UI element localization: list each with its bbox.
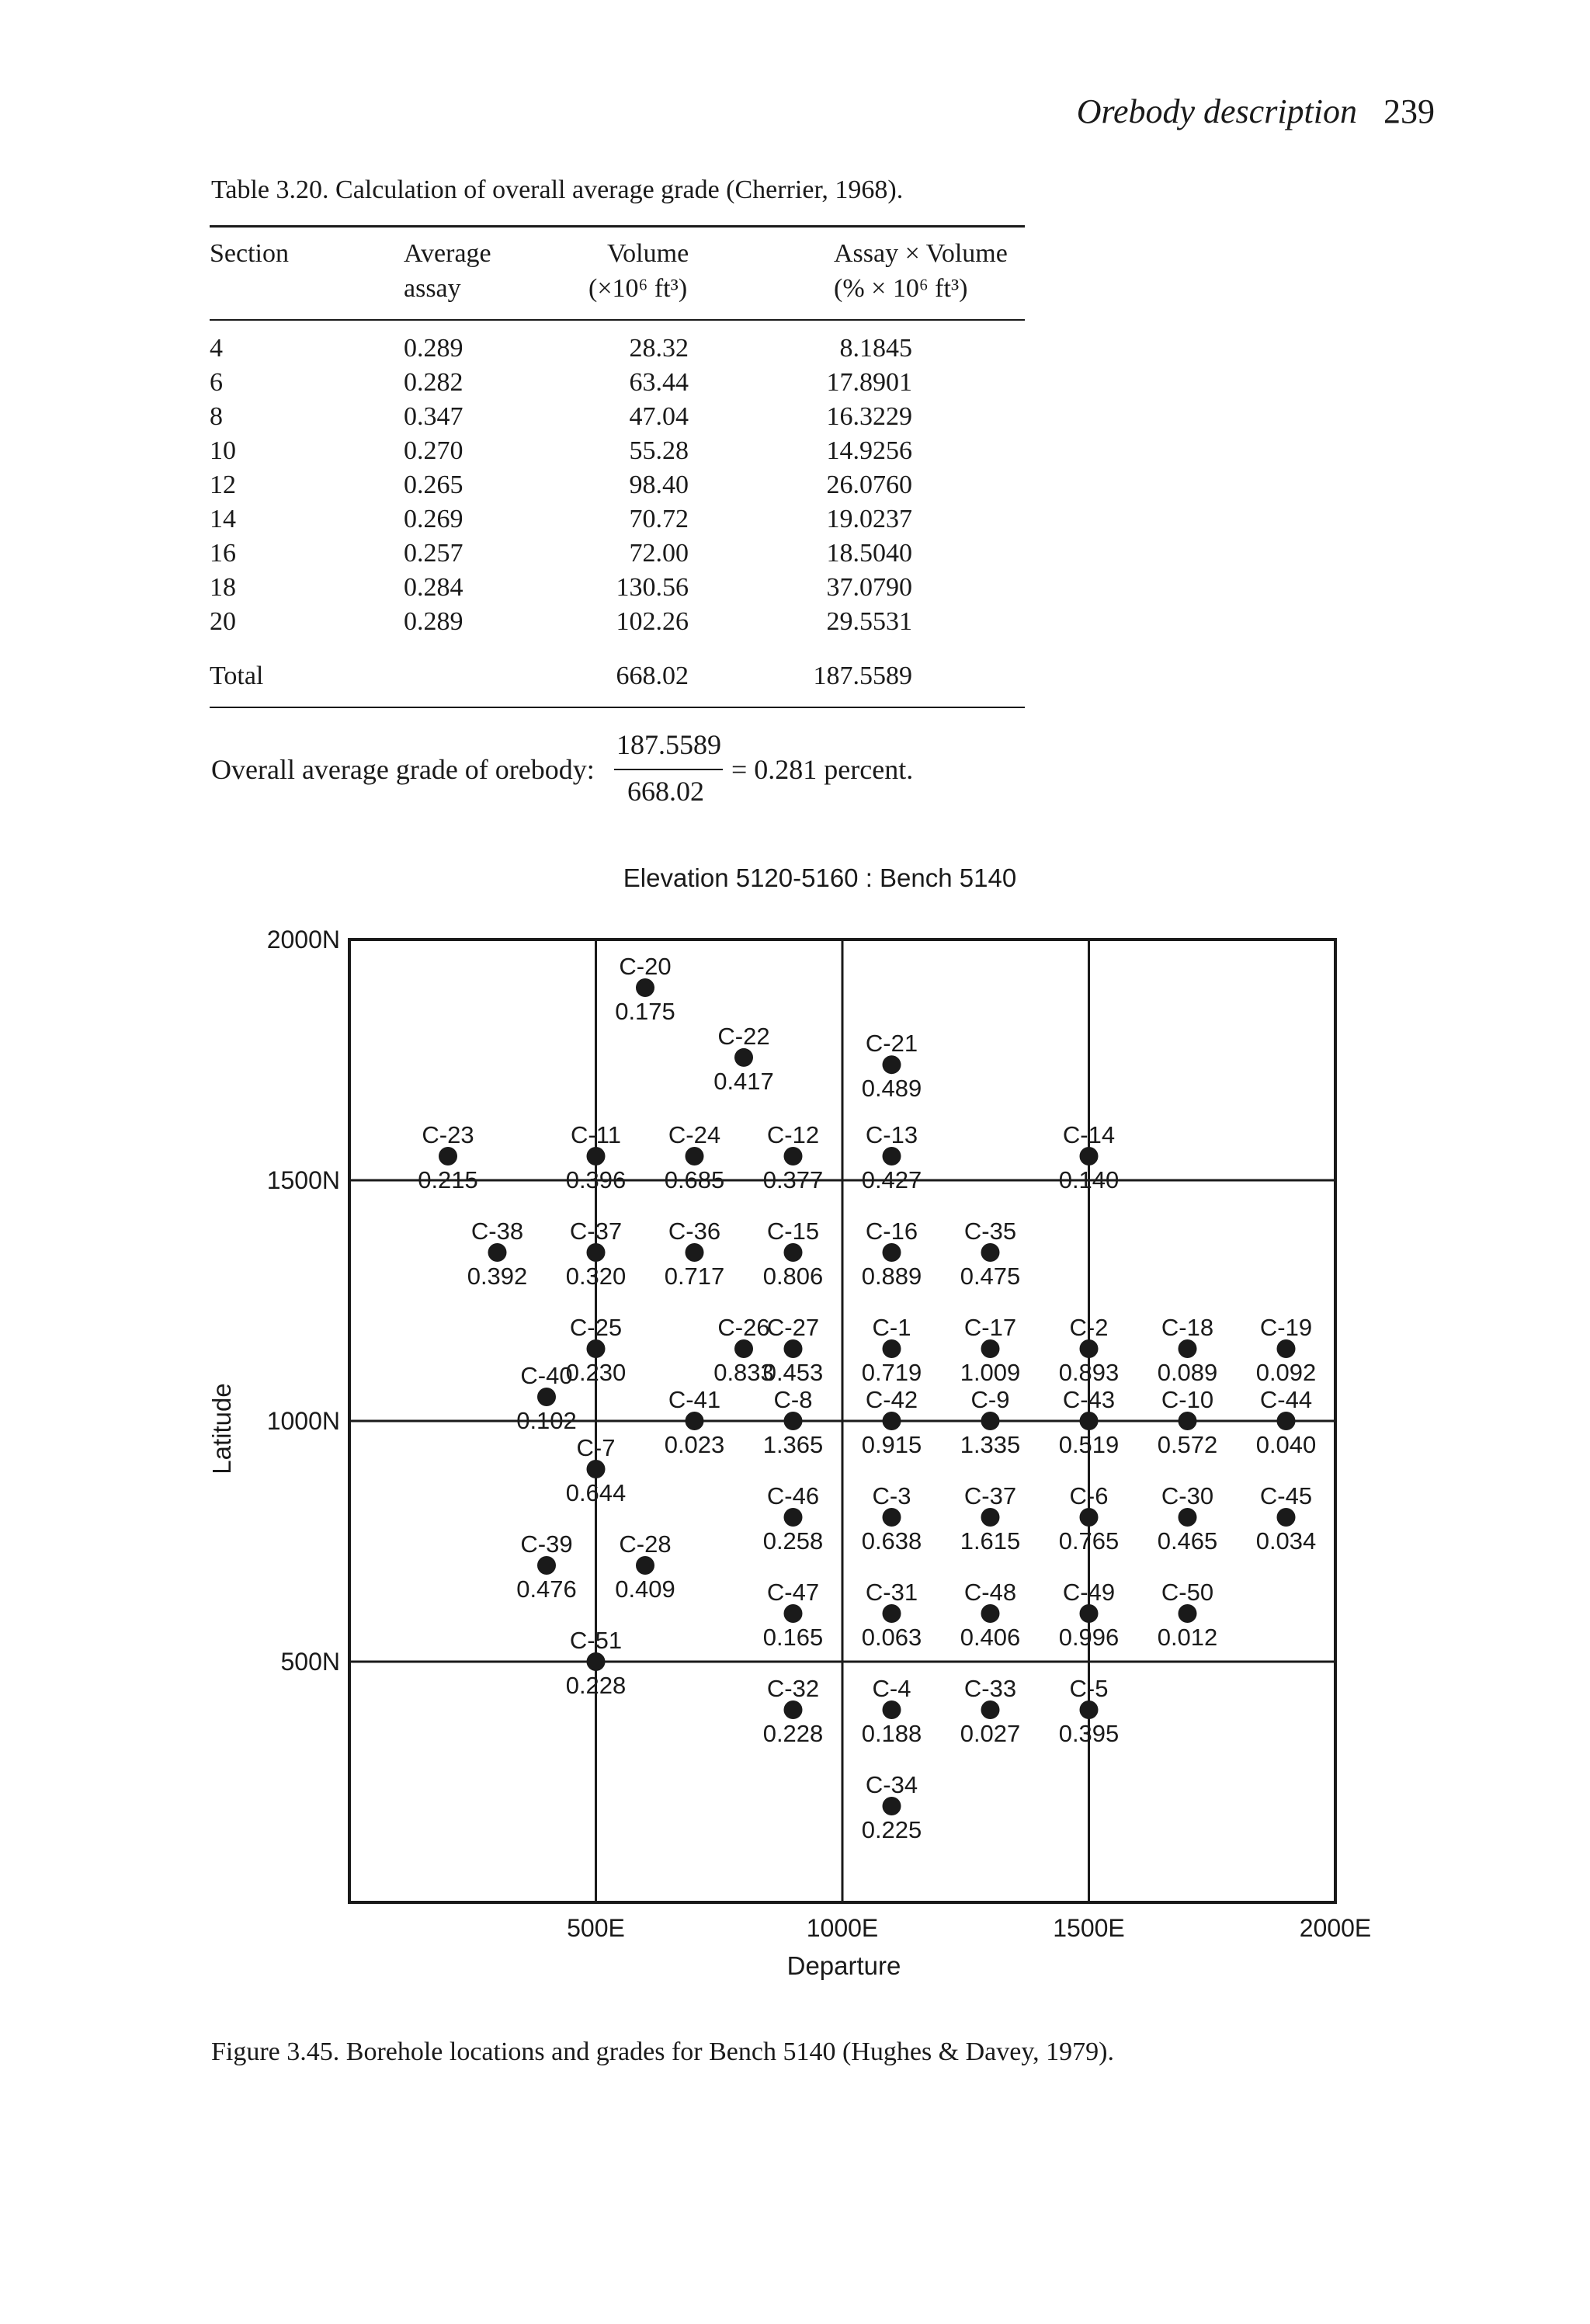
borehole-grade-label: 0.165 (762, 1624, 824, 1651)
borehole-grade-label: 0.012 (1157, 1624, 1218, 1651)
table-cell-section: 6 (210, 368, 223, 397)
borehole-grade-label: 0.893 (1058, 1359, 1120, 1386)
formula-denominator: 668.02 (627, 776, 704, 807)
borehole-grade-label: 0.889 (861, 1263, 922, 1290)
borehole-id-label: C-1 (872, 1314, 911, 1341)
borehole-marker (981, 1508, 1000, 1527)
header-assay-volume-line1: Assay × Volume (834, 239, 1008, 268)
plot-area (267, 926, 1372, 1942)
borehole-id-label: C-47 (766, 1579, 820, 1606)
table-cell-assay-volume: 8.1845 (839, 334, 912, 363)
table-top-rule (210, 225, 1025, 228)
table-cell-assay-volume: 29.5531 (826, 607, 912, 636)
borehole-grade-label: 0.175 (615, 998, 675, 1025)
table-bottom-rule (210, 707, 1025, 708)
borehole-marker (784, 1604, 803, 1623)
header-assay-volume-line2: (% × 10⁶ ft³) (834, 274, 968, 303)
borehole-grade-label: 0.225 (861, 1816, 922, 1843)
borehole-grade-label: 0.427 (861, 1166, 922, 1193)
borehole-marker (784, 1339, 803, 1358)
table-cell-section: 10 (210, 436, 236, 465)
borehole-marker (1179, 1508, 1197, 1527)
borehole-id-label: C-32 (766, 1675, 820, 1702)
borehole-grade-label: 0.489 (861, 1075, 922, 1103)
borehole-marker (1080, 1147, 1099, 1165)
borehole-grade-label: 0.417 (713, 1067, 774, 1095)
table-cell-assay: 0.257 (404, 539, 463, 568)
borehole-marker (981, 1243, 1000, 1262)
borehole-id-label: C-49 (1062, 1579, 1116, 1606)
borehole-marker (686, 1243, 704, 1262)
borehole-grade-label: 0.465 (1157, 1527, 1218, 1555)
borehole-grade-label: 0.519 (1058, 1431, 1120, 1458)
table-cell-volume: 55.28 (629, 436, 689, 465)
borehole-marker (1179, 1604, 1197, 1623)
table-cell-volume: 130.56 (616, 573, 689, 602)
borehole-id-label: C-40 (520, 1362, 573, 1389)
table-cell-assay: 0.269 (404, 505, 463, 533)
borehole-grade-label: 0.915 (861, 1431, 922, 1458)
borehole-id-label: C-34 (865, 1771, 918, 1798)
borehole-grade-label: 0.572 (1157, 1431, 1218, 1458)
borehole-grade-label: 0.023 (664, 1431, 725, 1458)
borehole-marker (883, 1508, 901, 1527)
borehole-id-label: C-30 (1161, 1482, 1214, 1509)
table-total-label: Total (210, 662, 264, 690)
borehole-grade-label: 0.228 (762, 1720, 824, 1747)
borehole-id-label: C-6 (1069, 1482, 1109, 1509)
borehole-id-label: C-35 (963, 1218, 1017, 1245)
borehole-id-label: C-3 (872, 1482, 911, 1509)
borehole-marker (784, 1412, 803, 1430)
table-cell-section: 16 (210, 539, 236, 568)
figure-caption: Figure 3.45. Borehole locations and grades for Bench 5140 (Hughes & Davey, 1979). (211, 2037, 1114, 2066)
borehole-id-label: C-25 (569, 1314, 623, 1341)
table-cell-assay-volume: 17.8901 (826, 368, 912, 397)
table-cell-assay: 0.284 (404, 573, 463, 602)
borehole-marker (734, 1048, 753, 1067)
overall-grade-formula (211, 728, 1065, 814)
borehole-marker (883, 1412, 901, 1430)
table-total-assay-volume: 187.5589 (813, 662, 912, 690)
borehole-id-label: C-17 (963, 1314, 1017, 1341)
borehole-marker (636, 1556, 654, 1575)
borehole-id-label: C-31 (865, 1579, 918, 1606)
borehole-id-label: C-33 (963, 1675, 1017, 1702)
borehole-marker (587, 1339, 606, 1358)
borehole-grade-label: 0.215 (418, 1166, 478, 1193)
borehole-marker (883, 1055, 901, 1074)
figure-title: Elevation 5120-5160 : Bench 5140 (623, 863, 1017, 892)
borehole-id-label: C-9 (970, 1386, 1010, 1413)
borehole-id-label: C-12 (766, 1121, 820, 1148)
formula-numerator: 187.5589 (616, 729, 721, 760)
table-cell-volume: 63.44 (629, 368, 689, 397)
y-tick-label: 2000N (266, 926, 340, 954)
borehole-id-label: C-13 (865, 1121, 918, 1148)
borehole-id-label: C-27 (766, 1314, 820, 1341)
borehole-grade-label: 0.089 (1157, 1359, 1218, 1386)
table-cell-section: 12 (210, 471, 236, 499)
borehole-grade-label: 0.320 (565, 1263, 627, 1290)
table-cell-section: 8 (210, 402, 223, 431)
table-total-volume: 668.02 (616, 662, 689, 690)
borehole-grade-label: 0.092 (1255, 1359, 1317, 1386)
table-header-rule (210, 319, 1025, 321)
borehole-id-label: C-19 (1259, 1314, 1313, 1341)
formula-result: = 0.281 percent. (731, 754, 914, 785)
borehole-grade-label: 0.996 (1058, 1624, 1120, 1651)
borehole-marker (981, 1700, 1000, 1719)
table-cell-assay-volume: 16.3229 (826, 402, 912, 431)
borehole-grade-label: 0.034 (1255, 1527, 1317, 1555)
borehole-id-label: C-11 (571, 1121, 621, 1148)
borehole-id-label: C-8 (773, 1386, 813, 1413)
borehole-id-label: C-38 (470, 1218, 524, 1245)
header-section: Section (210, 239, 289, 268)
borehole-grade-label: 0.644 (565, 1479, 627, 1506)
table-cell-section: 14 (210, 505, 236, 533)
borehole-marker (1080, 1508, 1099, 1527)
borehole-id-label: C-37 (569, 1218, 623, 1245)
borehole-grade-label: 0.406 (960, 1624, 1021, 1651)
borehole-id-label: C-43 (1062, 1386, 1116, 1413)
table-cell-volume: 98.40 (629, 471, 689, 499)
borehole-grade-label: 0.453 (762, 1359, 824, 1386)
table-cell-volume: 72.00 (629, 539, 689, 568)
borehole-id-label: C-42 (865, 1386, 918, 1413)
borehole-marker (1080, 1604, 1099, 1623)
borehole-id-label: C-15 (766, 1218, 820, 1245)
borehole-marker (981, 1412, 1000, 1430)
borehole-id-label: C-23 (422, 1121, 474, 1148)
borehole-grade-label: 0.395 (1058, 1720, 1120, 1747)
borehole-id-label: C-20 (619, 953, 672, 980)
fraction-bar (614, 769, 723, 770)
borehole-grade-label: 0.230 (565, 1359, 627, 1386)
borehole-grade-label: 0.102 (516, 1407, 577, 1434)
table-cell-section: 4 (210, 334, 223, 363)
table-cell-section: 18 (210, 573, 236, 602)
borehole-id-label: C-7 (576, 1434, 616, 1461)
header-average-line1: Average (404, 239, 491, 268)
borehole-grade-label: 0.833 (713, 1359, 774, 1386)
x-tick-label: 1500E (1053, 1914, 1125, 1942)
borehole-marker (636, 978, 654, 997)
page-number: 239 (1383, 92, 1435, 130)
borehole-marker (883, 1700, 901, 1719)
borehole-id-label: C-14 (1062, 1121, 1116, 1148)
borehole-marker (1277, 1412, 1296, 1430)
borehole-figure (194, 862, 1405, 2019)
borehole-marker (784, 1508, 803, 1527)
borehole-marker (734, 1339, 753, 1358)
borehole-marker (439, 1147, 457, 1165)
borehole-id-label: C-37 (963, 1482, 1017, 1509)
borehole-marker (784, 1243, 803, 1262)
y-tick-label: 1000N (266, 1407, 340, 1435)
borehole-id-label: C-51 (569, 1627, 623, 1654)
borehole-marker (1179, 1412, 1197, 1430)
borehole-id-label: C-22 (717, 1022, 770, 1050)
borehole-marker (883, 1243, 901, 1262)
borehole-id-label: C-10 (1161, 1386, 1214, 1413)
borehole-grade-label: 0.188 (861, 1720, 922, 1747)
borehole-id-label: C-50 (1161, 1579, 1214, 1606)
borehole-marker (784, 1700, 803, 1719)
borehole-marker (1080, 1700, 1099, 1719)
borehole-grade-label: 0.719 (861, 1359, 922, 1386)
borehole-marker (883, 1604, 901, 1623)
y-axis-label: Latitude (207, 1383, 236, 1475)
table-cell-volume: 70.72 (629, 505, 689, 533)
table-cell-assay: 0.289 (404, 334, 463, 363)
borehole-grade-label: 0.258 (762, 1527, 824, 1555)
table-cell-assay-volume: 37.0790 (826, 573, 912, 602)
borehole-marker (587, 1243, 606, 1262)
borehole-grade-label: 0.140 (1058, 1166, 1120, 1193)
y-tick-label: 1500N (266, 1166, 340, 1194)
table-cell-assay: 0.282 (404, 368, 463, 397)
borehole-marker (883, 1797, 901, 1815)
borehole-map-svg (194, 862, 1405, 2019)
borehole-marker (1277, 1508, 1296, 1527)
overall-label: Overall average grade of orebody: (211, 754, 595, 785)
table-cell-assay: 0.289 (404, 607, 463, 636)
running-head (1009, 92, 1435, 131)
borehole-id-label: C-44 (1259, 1386, 1313, 1413)
borehole-id-label: C-16 (865, 1218, 918, 1245)
borehole-grade-label: 0.377 (762, 1166, 824, 1193)
table-cell-volume: 28.32 (629, 334, 689, 363)
borehole-id-label: C-39 (520, 1530, 573, 1558)
borehole-marker (587, 1652, 606, 1671)
borehole-marker (981, 1339, 1000, 1358)
table-cell-assay-volume: 26.0760 (826, 471, 912, 499)
table-cell-assay: 0.270 (404, 436, 463, 465)
y-tick-label: 500N (280, 1648, 340, 1676)
borehole-grade-label: 0.638 (861, 1527, 922, 1555)
borehole-marker (784, 1147, 803, 1165)
header-volume-line1: Volume (607, 239, 689, 268)
borehole-grade-label: 0.228 (565, 1672, 627, 1699)
borehole-marker (488, 1243, 507, 1262)
borehole-id-label: C-5 (1069, 1675, 1109, 1702)
borehole-marker (1080, 1339, 1099, 1358)
borehole-grade-label: 0.396 (565, 1166, 627, 1193)
borehole-grade-label: 0.392 (467, 1263, 528, 1290)
borehole-id-label: C-24 (668, 1121, 721, 1148)
borehole-id-label: C-48 (963, 1579, 1017, 1606)
borehole-grade-label: 0.027 (960, 1720, 1021, 1747)
borehole-marker (1277, 1339, 1296, 1358)
borehole-marker (1179, 1339, 1197, 1358)
borehole-grade-label: 0.476 (516, 1575, 577, 1603)
table-cell-assay-volume: 14.9256 (826, 436, 912, 465)
borehole-grade-label: 0.409 (615, 1575, 675, 1603)
borehole-marker (686, 1412, 704, 1430)
borehole-marker (686, 1147, 704, 1165)
header-average-line2: assay (404, 274, 461, 303)
table-cell-volume: 47.04 (629, 402, 689, 431)
borehole-id-label: C-26 (717, 1314, 770, 1341)
borehole-marker (587, 1147, 606, 1165)
borehole-marker (537, 1556, 556, 1575)
table-cell-assay-volume: 18.5040 (826, 539, 912, 568)
table-cell-assay: 0.265 (404, 471, 463, 499)
borehole-grade-label: 0.717 (664, 1263, 725, 1290)
borehole-grade-label: 0.765 (1058, 1527, 1120, 1555)
table-cell-assay: 0.347 (404, 402, 463, 431)
borehole-id-label: C-4 (872, 1675, 911, 1702)
table-cell-volume: 102.26 (616, 607, 689, 636)
x-tick-label: 500E (567, 1914, 625, 1942)
borehole-id-label: C-41 (668, 1386, 721, 1413)
x-tick-label: 2000E (1299, 1914, 1372, 1942)
borehole-grade-label: 0.806 (762, 1263, 824, 1290)
borehole-grade-label: 0.040 (1255, 1431, 1317, 1458)
borehole-marker (587, 1460, 606, 1478)
borehole-grade-label: 1.335 (960, 1431, 1021, 1458)
borehole-id-label: C-2 (1069, 1314, 1109, 1341)
borehole-grade-label: 0.685 (664, 1166, 725, 1193)
borehole-id-label: C-18 (1161, 1314, 1214, 1341)
borehole-grade-label: 0.475 (960, 1263, 1021, 1290)
table-cell-assay-volume: 19.0237 (826, 505, 912, 533)
borehole-id-label: C-45 (1259, 1482, 1313, 1509)
borehole-id-label: C-46 (766, 1482, 820, 1509)
borehole-id-label: C-36 (668, 1218, 721, 1245)
borehole-id-label: C-28 (619, 1530, 672, 1558)
table-cell-section: 20 (210, 607, 236, 636)
header-volume-line2: (×10⁶ ft³) (588, 274, 688, 303)
table-caption: Table 3.20. Calculation of overall average grade (Cherrier, 1968). (211, 175, 904, 204)
borehole-marker (981, 1604, 1000, 1623)
borehole-id-label: C-21 (865, 1030, 918, 1058)
borehole-grade-label: 1.615 (960, 1527, 1021, 1555)
borehole-marker (883, 1147, 901, 1165)
x-axis-label: Departure (786, 1951, 901, 1980)
borehole-marker (883, 1339, 901, 1358)
borehole-grade-label: 1.365 (762, 1431, 824, 1458)
x-tick-label: 1000E (806, 1914, 879, 1942)
borehole-marker (1080, 1412, 1099, 1430)
running-head-title: Orebody description (1076, 92, 1357, 130)
borehole-marker (537, 1388, 556, 1406)
borehole-grade-label: 1.009 (960, 1359, 1021, 1386)
borehole-grade-label: 0.063 (861, 1624, 922, 1651)
